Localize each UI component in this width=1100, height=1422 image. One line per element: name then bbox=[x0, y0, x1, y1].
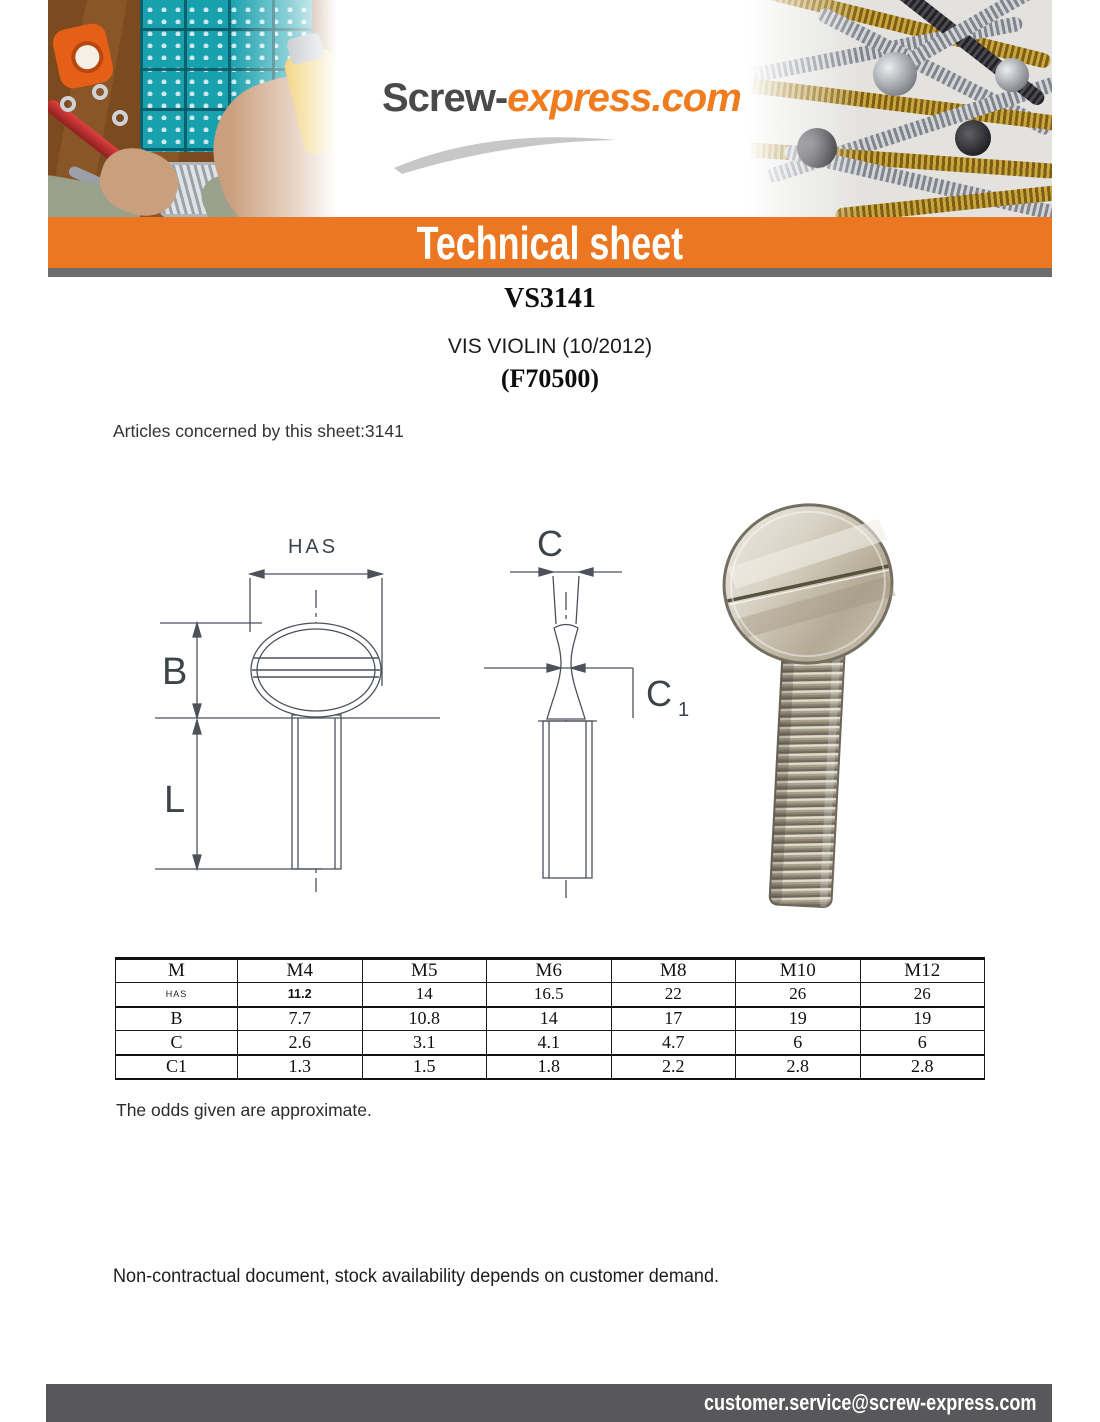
photo-fade bbox=[48, 0, 340, 217]
footer-bar bbox=[46, 1384, 1052, 1422]
table-cell: 2.6 bbox=[238, 1031, 363, 1055]
side-view-drawing bbox=[470, 500, 720, 920]
product-name-title: VIS VIOLIN (10/2012) bbox=[447, 335, 653, 358]
table-row-label: HAS bbox=[116, 983, 238, 1007]
dimension-label-c1: C bbox=[646, 673, 672, 714]
table-cell: 4.1 bbox=[487, 1031, 612, 1055]
table-cell: 10.8 bbox=[362, 1007, 487, 1031]
product-photo bbox=[700, 488, 980, 920]
banner-underline bbox=[48, 268, 1052, 277]
workbench-photo bbox=[48, 0, 340, 217]
dimension-label-c1-subscript: 1 bbox=[678, 699, 690, 721]
product-reference-title: (F70500) bbox=[500, 364, 600, 393]
logo-part-express: express.com bbox=[507, 76, 741, 120]
table-cell: 1.3 bbox=[238, 1055, 363, 1079]
table-header-cell: M12 bbox=[860, 959, 985, 983]
spec-table bbox=[115, 957, 985, 1080]
table-header-row bbox=[116, 959, 985, 983]
table-cell: 3.1 bbox=[362, 1031, 487, 1055]
table-row-label: C bbox=[116, 1031, 238, 1055]
dimension-label-l: L bbox=[164, 779, 186, 821]
table-header-cell: M bbox=[116, 959, 238, 983]
table-row-b bbox=[116, 1007, 985, 1031]
table-cell: 19 bbox=[736, 1007, 861, 1031]
table-cell: 26 bbox=[860, 983, 985, 1007]
table-cell: 17 bbox=[611, 1007, 736, 1031]
table-cell: 6 bbox=[860, 1031, 985, 1055]
brand-logo bbox=[340, 62, 760, 182]
table-cell: 14 bbox=[487, 1007, 612, 1031]
banner-title: Technical sheet bbox=[416, 216, 684, 269]
table-cell: 4.7 bbox=[611, 1031, 736, 1055]
non-contractual-note: Non-contractual document, stock availability depends on customer demand. bbox=[113, 1266, 720, 1287]
front-view-drawing bbox=[140, 500, 440, 920]
table-cell: 2.8 bbox=[860, 1055, 985, 1079]
logo-swoosh-icon bbox=[388, 128, 623, 176]
table-cell: 2.8 bbox=[736, 1055, 861, 1079]
articles-concerned-line: Articles concerned by this sheet:3141 bbox=[113, 421, 404, 441]
table-row-c bbox=[116, 1031, 985, 1055]
table-row-label: C1 bbox=[116, 1055, 238, 1079]
table-cell: 7.7 bbox=[238, 1007, 363, 1031]
table-header-cell: M10 bbox=[736, 959, 861, 983]
banner bbox=[48, 217, 1052, 268]
screws-pile-photo bbox=[745, 0, 1052, 217]
dimension-label-c: C bbox=[537, 523, 563, 564]
table-row-c1 bbox=[116, 1055, 985, 1079]
logo-part-screw: Screw- bbox=[382, 76, 508, 120]
table-cell: 2.2 bbox=[611, 1055, 736, 1079]
photo-fade bbox=[745, 0, 1052, 217]
table-cell: 11.2 bbox=[238, 983, 363, 1007]
table-header-cell: M4 bbox=[238, 959, 363, 983]
table-header-cell: M6 bbox=[487, 959, 612, 983]
table-cell: 26 bbox=[736, 983, 861, 1007]
approximate-note: The odds given are approximate. bbox=[116, 1100, 372, 1120]
brand-logo-text bbox=[382, 76, 741, 121]
table-cell: 1.8 bbox=[487, 1055, 612, 1079]
table-cell: 6 bbox=[736, 1031, 861, 1055]
table-cell: 19 bbox=[860, 1007, 985, 1031]
table-header-cell: M8 bbox=[611, 959, 736, 983]
table-header-cell: M5 bbox=[362, 959, 487, 983]
dimension-label-has: HAS bbox=[287, 536, 339, 558]
table-cell: 1.5 bbox=[362, 1055, 487, 1079]
product-code-title: VS3141 bbox=[504, 283, 596, 314]
contact-email[interactable]: customer.service@screw-express.com bbox=[703, 1390, 1036, 1415]
table-row-has bbox=[116, 983, 985, 1007]
table-row-label: B bbox=[116, 1007, 238, 1031]
table-cell: 16.5 bbox=[487, 983, 612, 1007]
dimension-label-b: B bbox=[162, 651, 188, 693]
table-cell: 22 bbox=[611, 983, 736, 1007]
table-cell: 14 bbox=[362, 983, 487, 1007]
